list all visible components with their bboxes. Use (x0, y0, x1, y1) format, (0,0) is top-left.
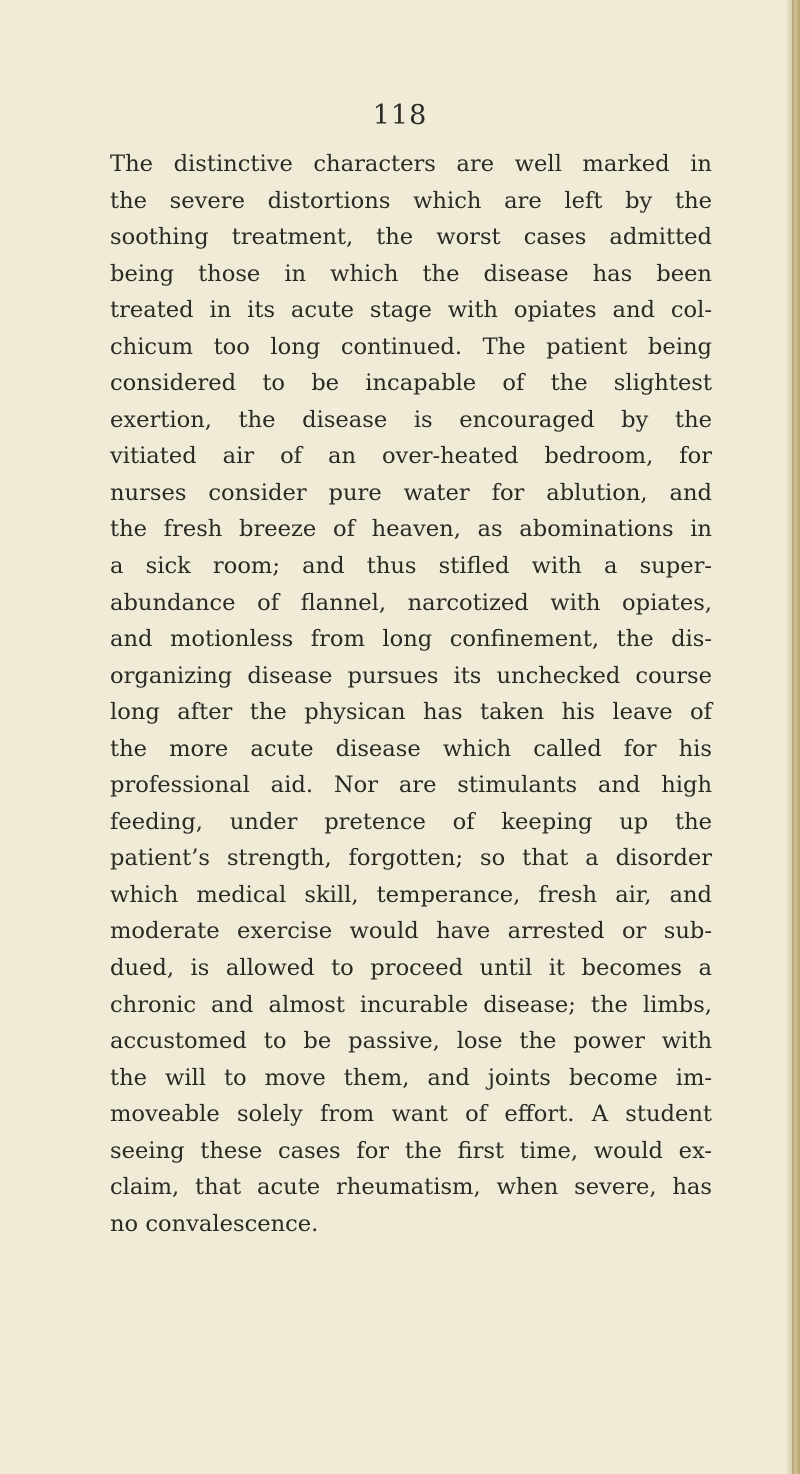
text-line: which medical skill, temperance, fresh air, and (110, 881, 712, 908)
text-line: nurses consider pure water for ablution, and (110, 479, 712, 506)
text-line: long after the physican has taken his leave of (110, 699, 712, 726)
body-paragraph (110, 146, 712, 1242)
text-line: abundance of flannel, narcotized with opiates, (110, 589, 712, 616)
text-line: and motionless from long confinement, the dis- (110, 626, 712, 653)
page-edge-line (792, 0, 794, 1474)
text-line: patient’s strength, forgotten; so that a disorder (110, 845, 712, 872)
text-line: moveable solely from want of effort. A student (110, 1101, 712, 1128)
text-line: organizing disease pursues its unchecked course (110, 662, 712, 689)
text-line: dued, is allowed to proceed until it becomes a (110, 955, 712, 982)
text-line: seeing these cases for the first time, would ex- (110, 1137, 712, 1164)
text-line: the will to move them, and joints become im- (110, 1064, 712, 1091)
text-line: professional aid. Nor are stimulants and high (110, 772, 712, 799)
text-line: vitiated air of an over-heated bedroom, for (110, 443, 712, 470)
text-line: soothing treatment, the worst cases admitted (110, 224, 712, 251)
text-line: chicum too long continued. The patient being (110, 333, 712, 360)
text-line: being those in which the disease has been (110, 260, 712, 287)
text-line: exertion, the disease is encouraged by the (110, 406, 712, 433)
text-line: no convalescence. (110, 1210, 319, 1237)
text-line: moderate exercise would have arrested or sub- (110, 918, 712, 945)
text-line: chronic and almost incurable disease; the limbs, (110, 991, 712, 1018)
text-line: claim, that acute rheumatism, when severe, has (110, 1174, 712, 1201)
text-line: feeding, under pretence of keeping up the (110, 808, 712, 835)
text-line: a sick room; and thus stifled with a super- (110, 553, 712, 580)
text-line: considered to be incapable of the slightest (110, 370, 712, 397)
text-line: the severe distortions which are left by the (110, 187, 712, 214)
text-line: accustomed to be passive, lose the power with (110, 1028, 712, 1055)
text-line: The distinctive characters are well marked in (110, 151, 712, 177)
text-line: the fresh breeze of heaven, as abominations in (110, 516, 712, 543)
text-line: the more acute disease which called for his (110, 735, 712, 762)
text-line: treated in its acute stage with opiates and col- (110, 297, 712, 324)
page-number: 118 (372, 100, 428, 131)
